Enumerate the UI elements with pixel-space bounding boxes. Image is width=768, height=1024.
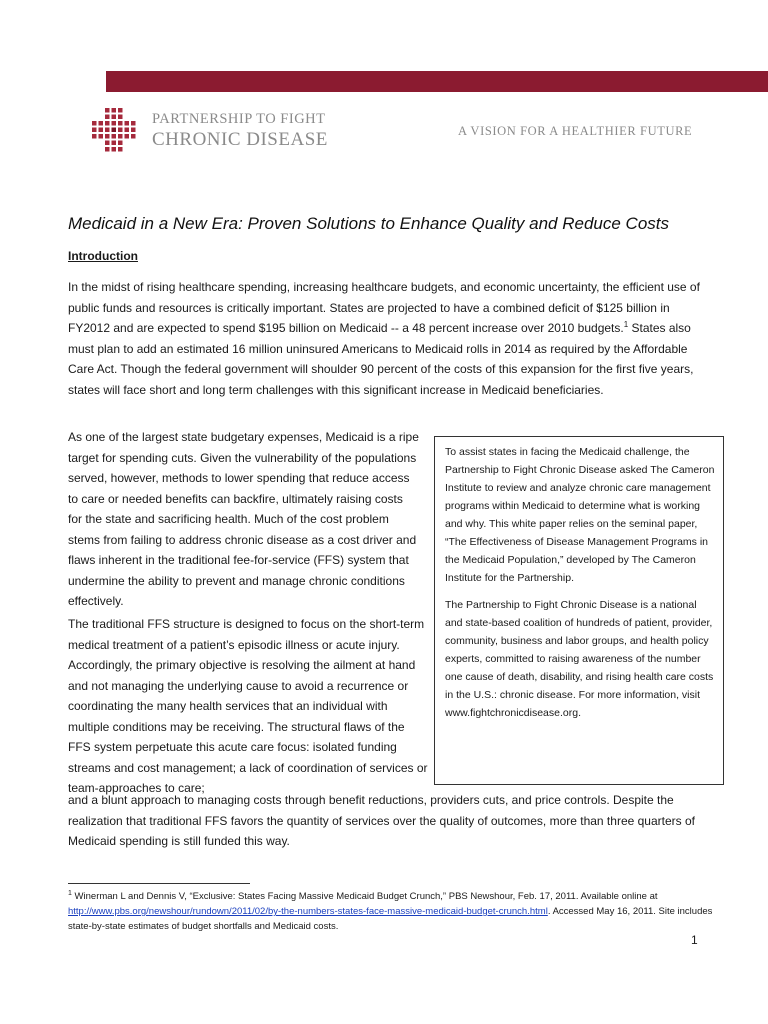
footnote-text-part1: Winerman L and Dennis V, “Exclusive: States Facing Massive Medicaid Budget Crunch,” PBS Newshour, Feb. 17, 2011. Available online at — [71, 891, 658, 902]
intro-text-part1: In the midst of rising healthcare spending, increasing healthcare budgets, and economic uncertainty, the efficient use of public funds and resources is critically important. States are projected to have a combined deficit of $125 billion in FY2012 and are expected to spend $195 billion on Medicaid -- a 48 percent increase over 2010 budgets. — [68, 280, 700, 335]
footnote-link[interactable]: http://www.pbs.org/newshour/rundown/2011/02/by-the-numbers-states-face-massive-medicaid-budget-crunch.html — [68, 906, 548, 917]
sidebar-paragraph-cameron: To assist states in facing the Medicaid challenge, the Partnership to Fight Chronic Disease asked The Cameron Institute to review and analyze chronic care management programs within Medicaid to determine what is working and why. This white paper relies on the seminal paper, “The Effectiveness of Disease Management Programs in the Medicaid Population,” developed by The Cameron Institute for the Partnership. — [445, 446, 715, 584]
ffs-paragraph-continued: and a blunt approach to managing costs through benefit reductions, providers cuts, and price controls. Despite the realization that traditional FFS favors the quantity of services over the quality of outcomes, more than three quarters of Medicaid spending is still funded this way. — [68, 793, 695, 848]
cross-dot-grid-icon — [90, 106, 138, 154]
sidebar-callout-box — [434, 436, 724, 785]
org-name-line1: PARTNERSHIP TO FIGHT — [152, 111, 326, 127]
tagline: A VISION FOR A HEALTHIER FUTURE — [458, 124, 693, 138]
org-name-line2: CHRONIC DISEASE — [152, 128, 328, 150]
organization-name — [152, 112, 328, 149]
budget-paragraph: As one of the largest state budgetary expenses, Medicaid is a ripe target for spending cuts. Given the vulnerability of the populations served, however, methods to lower spending that reduce access to care or needed benefits can backfire, ultimately raising costs for the state and sacrificing health. Much of the cost problem stems from failing to address chronic disease as a cost driver and flaws inherent in the traditional fee-for-service (FFS) system that undermine the ability to prevent and manage chronic conditions effectively. — [68, 430, 419, 608]
footnote-text-part2: . Accessed May 16, 2011. Site includes state-by-state estimates of budget shortfalls and Medicaid costs. — [68, 906, 713, 932]
footnote-divider — [68, 883, 250, 884]
intro-text-part2: States also must plan to add an estimated 16 million uninsured Americans to Medicaid rolls in 2014 as required by the Affordable Care Act. Though the federal government will shoulder 90 percent of the costs of this expansion for the first five years, states will face short and long term challenges with this significant increase in Medicaid beneficiaries. — [68, 321, 694, 397]
document-title: Medicaid in a New Era: Proven Solutions to Enhance Quality and Reduce Costs — [68, 214, 669, 233]
footnote — [68, 889, 738, 934]
footnote-reference[interactable]: 1 — [623, 320, 629, 329]
sidebar-paragraph-partnership: The Partnership to Fight Chronic Disease is a national and state-based coalition of hundreds of patient, provider, community, business and labor groups, and health policy experts, committed to raising awareness of the number one cause of death, disability, and rising health care costs in the U.S.: chronic disease. For more information, visit www.fightchronicdisease.org. — [445, 599, 714, 719]
page-number: 1 — [691, 933, 698, 947]
header-accent-bar — [106, 71, 768, 92]
ffs-paragraph: The traditional FFS structure is designed to focus on the short-term medical treatment of a patient’s episodic illness or acute injury. Accordingly, the primary objective is resolving the ailment at hand and not managing the underlying cause to avoid a recurrence or coordinating the many health services that an individual with multiple conditions may be receiving. The structural flaws of the FFS system perpetuate this acute care focus: isolated funding streams and cost management; a lack of coordination of services or team-approaches to care; — [68, 617, 428, 795]
intro-paragraph — [68, 277, 708, 400]
section-heading-introduction: Introduction — [68, 249, 138, 263]
footnote-marker: 1 — [68, 889, 72, 897]
